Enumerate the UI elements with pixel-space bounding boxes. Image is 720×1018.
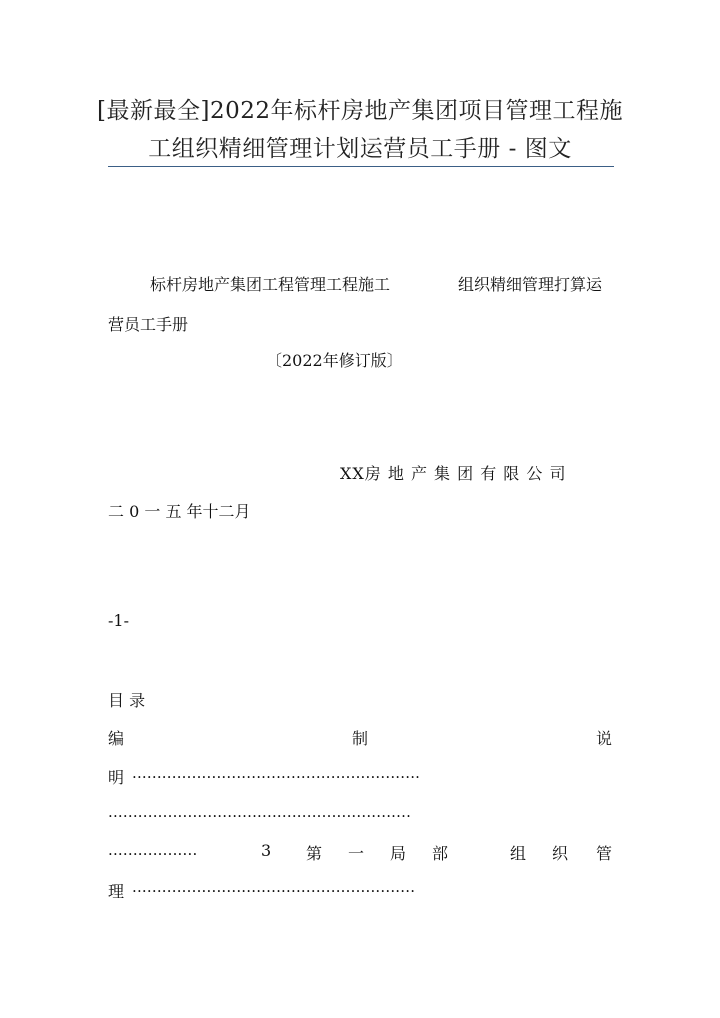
toc-dot-leader: ......................................................... <box>132 878 416 896</box>
document-date: 二 0 一 五 年十二月 <box>108 502 251 521</box>
toc-entry-1-char-2: 制 <box>352 729 369 748</box>
toc-dot-leader: ............................................................. <box>108 803 412 821</box>
edition-label: 〔2022年修订版〕 <box>266 351 403 370</box>
toc-entry-2-word: 第 <box>306 844 323 863</box>
toc-entry-2-word: 管 <box>596 844 613 863</box>
heading-text-part-3: 营员工手册 <box>108 315 189 334</box>
toc-entry-1-char-3: 说 <box>596 729 613 748</box>
heading-text-part-1: 标杆房地产集团工程管理工程施工 <box>150 275 391 294</box>
toc-entry-2-word: 一 <box>348 844 365 863</box>
page-number: -1- <box>108 611 129 630</box>
document-title-line-2: 工组织精细管理计划运营员工手册 - 图文 <box>148 136 572 162</box>
title-divider <box>108 166 614 167</box>
toc-entry-2-word: 织 <box>552 844 569 863</box>
toc-entry-2-word: 部 <box>432 844 449 863</box>
toc-entry-1-char-4: 明 <box>108 768 125 787</box>
document-title-line-1: [最新最全]2022年标杆房地产集团项目管理工程施 <box>97 98 623 124</box>
toc-title: 目 录 <box>108 691 146 710</box>
company-name: XX房 地 产 集 团 有 限 公 司 <box>340 464 567 483</box>
toc-entry-1-page: 3 <box>261 841 272 860</box>
toc-entry-2-word: 理 <box>108 882 125 901</box>
heading-text-part-2: 组织精细管理打算运 <box>458 275 603 294</box>
toc-dot-leader: .................. <box>108 841 198 859</box>
toc-dot-leader: .......................................................... <box>132 764 421 782</box>
toc-entry-2-word: 组 <box>510 844 527 863</box>
toc-entry-1-char-1: 编 <box>108 729 125 748</box>
toc-entry-2-word: 局 <box>390 844 407 863</box>
